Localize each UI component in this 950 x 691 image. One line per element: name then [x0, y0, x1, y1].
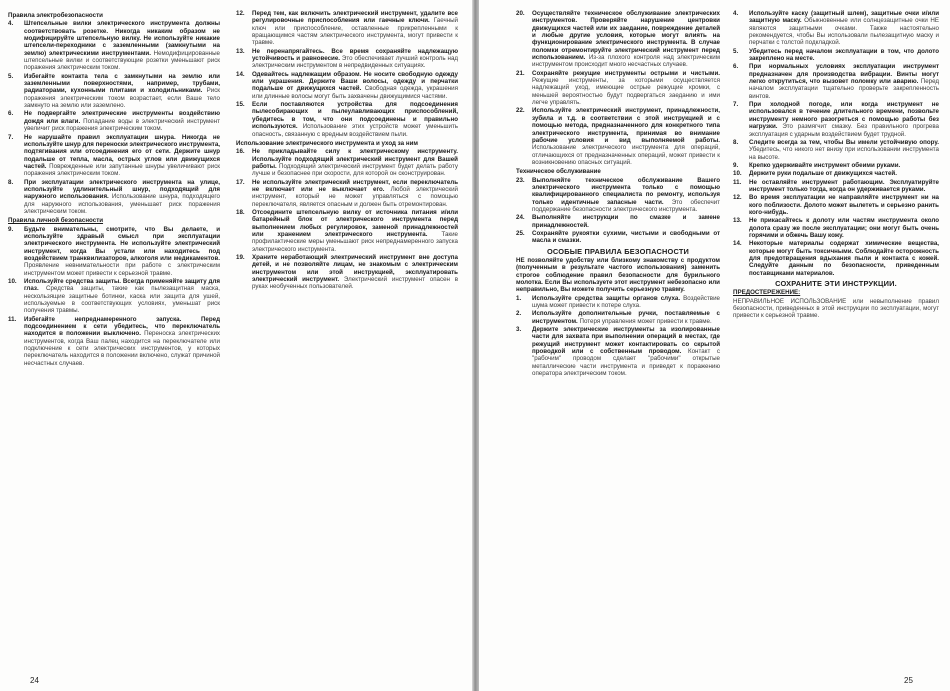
rule-body	[532, 177, 720, 214]
right-page	[479, 0, 950, 691]
rule-bold-text: Не прикладывайте силу к электрическому инструменту. Используйте подходящий электрический инструмент для Вашей работы.	[252, 148, 458, 170]
rule-bold-text: Одевайтесь надлежащим образом. Не носите свободную одежду или украшения. Держите Ваши волосы, одежду и перчатки подальше от движущихся частей.	[252, 70, 458, 93]
rule-body	[532, 10, 720, 69]
rule-number: 7.	[8, 133, 14, 141]
rule-bold-text: Во время эксплуатации не направляйте инструмент ни на кого поблизости. Долото может вылететь и серьезно ранить кого-нибудь.	[749, 194, 939, 216]
section-heading: ПРЕДОСТЕРЕЖЕНИЕ:	[733, 289, 801, 297]
rule-number: 13.	[236, 47, 245, 55]
rule-body	[749, 179, 939, 194]
rule-bold-text: Перед тем, как включить электрический инструмент, удалите все регулировочные приспособления или гаечные ключи.	[252, 10, 458, 25]
rule-item	[236, 48, 458, 70]
rule-plain-text: Убедитесь, что никого нет внизу при использовании инструмента на высоте.	[749, 146, 939, 161]
rule-item	[8, 20, 220, 71]
right-page-column-1	[516, 10, 720, 379]
rule-body	[252, 254, 458, 291]
rule-body	[532, 70, 720, 107]
section-heading: Техническое обслуживание	[516, 168, 601, 176]
rule-plain-text: Поврежденные или запутанные шнуры увеличивают риск поражения электрическим током.	[24, 162, 220, 178]
rule-item	[733, 170, 939, 177]
rule-item	[236, 148, 458, 177]
rule-body	[24, 110, 220, 132]
rule-body	[749, 101, 939, 138]
rule-item	[733, 101, 939, 138]
rule-body	[532, 214, 720, 229]
rule-number: 23.	[516, 176, 525, 184]
paragraph	[516, 257, 720, 294]
rule-plain-text: Использование шнура, подходящего для наружного использования, уменьшает риск поражения электрическим током.	[24, 193, 220, 215]
rule-body	[532, 295, 720, 310]
rule-body	[252, 101, 458, 138]
rule-bold-text: Не оставляйте инструмент работающим. Эксплуатируйте инструмент только тогда, когда он удерживается руками.	[749, 178, 939, 193]
rule-item	[733, 240, 939, 277]
rule-number: 16.	[236, 148, 245, 156]
rule-item	[8, 110, 220, 132]
rule-plain-text: Перед началом эксплуатации тщательно проверьте закрепленность винтов.	[749, 78, 940, 100]
rule-bold-text: Используйте средства защиты органов слуха.	[532, 294, 681, 302]
rule-bold-text: Храните неработающий электрический инструмент вне доступа детей, и не позволяйте лицам, не знакомым с электрическим инструментом или этой инструкцией, эксплуатировать электрический инструмент.	[252, 254, 458, 284]
rule-number: 12.	[236, 10, 245, 17]
rule-body	[749, 63, 939, 100]
rule-body	[532, 326, 720, 377]
rule-plain-text: Свободная одежда, украшения или длинные волосы могут быть захвачены движущимися частями.	[252, 85, 458, 100]
rule-body	[24, 278, 220, 315]
rule-item	[8, 134, 220, 178]
rule-item	[236, 10, 458, 47]
rule-body	[24, 226, 220, 277]
rule-bold-text: При нормальных условиях эксплуатации инструмент предназначен для производства вибрации. Винты могут легко открутиться, что вызовет поломку или аварию.	[749, 63, 939, 86]
rule-body	[749, 240, 939, 277]
rule-number: 14.	[733, 240, 742, 248]
rule-body	[749, 10, 939, 47]
rule-body	[24, 73, 220, 110]
rule-body	[749, 217, 939, 239]
rule-number: 10.	[8, 278, 17, 286]
rule-bold-text: Держите электрические инструменты за изолированные части для захвата при выполнении операций в местах, где режущий инструмент может контактировать со скрытой проводкой или с собственным проводом.	[532, 326, 720, 356]
rule-number: 9.	[733, 161, 739, 169]
rule-bold-text: Крепко удерживайте инструмент обеими руками.	[749, 161, 901, 169]
rule-plain-text: Это размягчит смазку. Без правильного прогрева эксплуатация с ударным воздействием будет трудной.	[749, 123, 939, 138]
rule-number: 9.	[8, 225, 14, 233]
rule-body	[24, 316, 220, 367]
section-heading: Правила электробезопасности	[8, 12, 103, 19]
rule-body	[24, 20, 220, 71]
rule-body	[532, 310, 720, 325]
rule-number: 20.	[516, 10, 525, 17]
rule-plain-text: Режущие инструменты, за которыми осуществляется надлежащий уход, имеющие острые режущие кромки, с меньшей вероятностью будут подвергаться заеданию и ими легче управлять.	[532, 77, 720, 107]
rule-item	[516, 295, 720, 310]
rule-plain-text: Проявление невнимательности при работе с электрическим инструментом может привести к серьезной травме.	[24, 262, 220, 277]
rule-plain-text: Из-за плохого контроля над электрическим инструментом происходит много несчастных случаев.	[532, 54, 720, 69]
rule-plain-text: Использование этих устройств может уменьшить опасность, связанную с вредным воздействием пыли.	[252, 123, 458, 138]
rule-number: 4.	[733, 10, 739, 17]
rule-body	[749, 194, 939, 216]
rule-item	[516, 326, 720, 377]
rule-number: 15.	[236, 101, 245, 109]
rule-bold-text: Используйте электрический инструмент, принадлежности, зубила и т.д. в соответствии с этой инструкцией и с помощью метода, предназначенного для конкретного типа электрического инструмента, принимая во внимание рабочие условия и вид выполняемой работы.	[532, 107, 720, 144]
rule-bold-text: Используйте дополнительные ручки, поставляемые с инструментом.	[532, 310, 720, 325]
rule-item	[733, 63, 939, 100]
rule-item	[733, 162, 939, 169]
rule-bold-text: Не используйте электрический инструмент, если переключатель не включает или не выключает его.	[252, 178, 458, 193]
major-heading: СОХРАНИТЕ ЭТИ ИНСТРУКЦИИ.	[775, 279, 897, 289]
rule-body	[24, 179, 220, 216]
rule-plain-text: Риск поражения электрическим током возрастает, если Ваше тело замкнуто на землю или заземлено.	[24, 87, 220, 110]
rule-bold-text: Будьте внимательны, смотрите, что Вы делаете, и используйте здравый смысл при эксплуатации электрического инструмента. Не используйте электрический инструмент, когда Вы устали или находитесь под воздействием транквилизаторов, алкоголя или медикаментов.	[24, 225, 220, 262]
rule-bold-text: Не нарушайте правил эксплуатации шнура. Никогда не используйте шнур для переноски электрического инструмента, подтягивания или отсоединения его от сети. Держите шнур подальше от тепла, масла, острых углов или движущихся частей.	[24, 133, 220, 170]
rule-number: 11.	[733, 178, 742, 186]
rule-plain-text: Воздействие шума может привести к потере слуха.	[532, 294, 720, 310]
rule-item	[8, 316, 220, 367]
rule-item	[8, 226, 220, 277]
rule-number: 1.	[516, 294, 522, 302]
paragraph-bold-text: НЕ позволяйте удобству или близкому знакомству с продуктом (полученным в результате частого использования) заменить строгое соблюдение правил безопасности для бурильного молотка. Если Вы используете этот инструмент небезопасно или неправильно, Вы можете получить серьезную травму.	[516, 257, 720, 294]
rule-bold-text: Некоторые материалы содержат химические вещества, которые могут быть токсичными. Соблюдайте осторожность для предотвращения вдыхания пыли и контакта с кожей. Следуйте данным по безопасности, приведенным поставщиками материалов.	[749, 240, 939, 277]
rule-bold-text: Выполняйте инструкции по смазке и замене принадлежностей.	[532, 214, 720, 229]
rule-item	[733, 139, 939, 161]
rule-bold-text: Не перенапрягайтесь. Все время сохраняйте надлежащую устойчивость и равновесие.	[252, 47, 458, 63]
rule-plain-text: Контакт с "рабочим" проводом сделает "рабочими" открытые металлические части инструмента и приведет к поражению оператора электрическим током.	[532, 348, 721, 378]
rule-body	[749, 48, 939, 63]
rule-bold-text: Осуществляйте техническое обслуживание электрических инструментов. Проверяйте нарушение центровки движущихся частей или их заедание, повреждение деталей и любые другие условия, которые могут влиять на функционирование электрического инструмента. В случае поломки отремонтируйте электрический инструмент перед использованием.	[532, 10, 720, 62]
rule-item	[236, 179, 458, 208]
rule-bold-text: Сохраняйте рукоятки сухими, чистыми и свободными от масла и смазки.	[532, 229, 720, 245]
rule-bold-text: При эксплуатации электрического инструмента на улице, используйте удлинительный шнур, подходящий для наружного использования.	[24, 178, 220, 201]
rule-item	[236, 101, 458, 138]
rule-number: 2.	[516, 310, 522, 318]
rule-bold-text: Не прикасайтесь к долоту или частям инструмента около долота сразу же после эксплуатации; они могут быть очень горячими и обжечь Вашу кожу.	[749, 217, 939, 239]
rule-number: 14.	[236, 70, 245, 78]
rule-item	[733, 10, 939, 47]
rule-bold-text: Используйте каску (защитный шлем), защитные очки и/или защитную маску.	[749, 10, 939, 25]
rule-body	[252, 148, 458, 177]
rule-body	[749, 170, 939, 177]
rule-plain-text: Средства защиты, такие как пылезащитная маска, нескользящие защитные ботинки, каска или защита для ушей, используемые в соответствующих условиях, уменьшат риск получения травмы.	[24, 285, 220, 315]
rule-bold-text: Держите руки подальше от движущихся частей.	[749, 170, 897, 178]
left-page-column-1	[8, 10, 220, 368]
rule-bold-text: Избегайте контакта тела с замкнутыми на землю или заземленными поверхностями, например, трубами, радиаторами, кухонными плитами и холодильниками.	[24, 72, 220, 95]
major-heading: ОСОБЫЕ ПРАВИЛА БЕЗОПАСНОСТИ	[546, 246, 690, 256]
rule-item	[516, 214, 720, 229]
left-page	[0, 0, 472, 691]
rule-body	[532, 107, 720, 166]
rule-item	[516, 10, 720, 69]
rule-number: 3.	[516, 326, 522, 334]
rule-plain-text: Использование электрического инструмента для операций, отличающихся от предназначенных операций, может привести к возникновению опасных ситуаций.	[532, 144, 720, 166]
left-page-column-2	[236, 10, 458, 292]
rule-bold-text: Если поставляются устройства для подсоединения пылесобирающих и пылеулавливающих приспособлений, убедитесь в том, что они подсоединены и правильно используются.	[252, 101, 458, 131]
rule-plain-text: Попадание воды в электрический инструмент увеличит риск поражения электрическим током.	[24, 117, 220, 133]
rule-number: 22.	[516, 107, 525, 115]
rule-item	[8, 278, 220, 315]
rule-number: 19.	[236, 254, 245, 261]
rule-plain-text: Подходящий электрический инструмент будет делать работу лучше и безопаснее при скорости, для которой он сконструирован.	[252, 162, 458, 178]
rule-item	[516, 107, 720, 166]
rule-item	[8, 179, 220, 216]
rule-number: 18.	[236, 208, 245, 216]
paragraph-text: НЕПРАВИЛЬНОЕ ИСПОЛЬЗОВАНИЕ или невыполнение правил безопасности, приведенных в этой инструкции по эксплуатации, могут привести к серьезной травме.	[733, 297, 939, 320]
rule-number: 10.	[733, 170, 742, 178]
rule-bold-text: Сохраняйте режущие инструменты острыми и чистыми.	[532, 69, 720, 77]
rule-item	[733, 179, 939, 194]
rule-item	[516, 70, 720, 107]
rule-bold-text: Отсоедините штепсельную вилку от источника питания и/или батарейный блок от электрического инструмента перед выполнением любых регулировок, заменой принадлежностей или хранением электрического инструмента.	[252, 208, 458, 238]
rule-number: 25.	[516, 229, 525, 237]
page-number-right: 25	[904, 676, 913, 685]
rule-plain-text: Немодифицированные штепсельные вилки и соответствующие розетки уменьшают риск поражения электрическим током.	[24, 49, 220, 72]
rule-number: 6.	[733, 63, 739, 71]
rule-item	[516, 177, 720, 214]
rule-bold-text: Штепсельные вилки электрического инструмента должны соответствовать розетке. Никогда никаким образом не модифицируйте штепсельную вилку. Не используйте никакие штепсели-переходники с заземленными (замкнутыми на землю) электрическими инструментами.	[24, 20, 220, 57]
right-page-column-2	[733, 10, 939, 321]
section-heading: Правила личной безопасности	[8, 217, 104, 225]
rule-plain-text: Потеря управления может привести к травме.	[577, 317, 712, 325]
rule-number: 21.	[516, 69, 525, 77]
rule-body	[749, 162, 939, 169]
rule-plain-text: Такие профилактические меры уменьшают риск непреднамеренного запуска электрического инструмента.	[252, 230, 458, 253]
rule-item	[236, 254, 458, 291]
rule-plain-text: Переноска электрических инструментов, когда Ваш палец находится на переключателе или подключение к сети электрических инструментов, у которых переключатель находится в положении включено, служат причиной несчастных случаев.	[24, 330, 220, 367]
rule-bold-text: Избегайте непреднамеренного запуска. Перед подсоединением к сети убедитесь, что переключатель находится в положении выключено.	[24, 315, 220, 338]
rule-item	[236, 209, 458, 253]
rule-bold-text: Не подвергайте электрические инструменты воздействию дождя или влаги.	[24, 110, 220, 125]
rule-item	[516, 230, 720, 245]
rule-plain-text: Это обеспечит поддержание безопасности электрического инструмента.	[532, 198, 720, 213]
rule-number: 6.	[8, 110, 14, 118]
rule-plain-text: Любой электрический инструмент, который не может управляться с помощью переключателя, является опасным и должен быть отремонтирован.	[252, 185, 459, 208]
rule-plain-text: Это обеспечивает лучший контроль над электрическим инструментом в непредвиденных ситуациях.	[252, 55, 459, 70]
rule-body	[749, 139, 939, 161]
rule-number: 24.	[516, 214, 525, 222]
rule-number: 13.	[733, 217, 742, 225]
rule-number: 8.	[733, 138, 739, 146]
rule-body	[252, 71, 458, 100]
rule-plain-text: Электрический инструмент опасен в руках необученных пользователей.	[252, 276, 459, 291]
rule-bold-text: Используйте средства защиты. Всегда применяйте защиту для глаз.	[24, 278, 220, 293]
book-gutter	[472, 0, 479, 691]
section-heading: Использование электрического инструмента и уход за ним	[236, 139, 418, 147]
rule-body	[532, 230, 720, 245]
rule-item	[733, 217, 939, 239]
rule-number: 5.	[733, 47, 739, 55]
rule-bold-text: При холодной погоде, или когда инструмент не использовался в течение длительного времени, позвольте инструменту немного разогреться с помощью работы без нагрузки.	[749, 101, 939, 131]
rule-body	[252, 179, 458, 208]
rule-number: 5.	[8, 72, 14, 80]
rule-body	[252, 10, 458, 47]
paragraph	[733, 298, 939, 320]
rule-body	[24, 134, 220, 178]
rule-item	[8, 73, 220, 110]
rule-item	[733, 194, 939, 216]
rule-number: 8.	[8, 178, 14, 186]
rule-plain-text: Обыкновенные или солнцезащитные очки НЕ являются защитными очками. Также настоятельно рекомендуется, чтобы Вы использовали пылезащитную маску и перчатки с толстой подкладкой.	[749, 17, 939, 47]
page-number-left: 24	[30, 676, 39, 685]
rule-plain-text: Гаечный ключ или приспособление, оставленные прикрепленными к вращающимся частям электрического инструмента, могут привести к травме.	[252, 17, 459, 47]
rule-body	[252, 209, 458, 253]
rule-bold-text: Выполняйте техническое обслуживание Вашего электрического инструмента только с помощью квалифицированного специалиста по ремонту, используя только идентичные запасные части.	[532, 176, 720, 206]
rule-number: 4.	[8, 20, 14, 28]
rule-bold-text: Убедитесь перед началом эксплуатации в том, что долото закреплено на месте.	[749, 47, 939, 63]
rule-item	[516, 310, 720, 325]
rule-number: 17.	[236, 178, 245, 186]
rule-number: 11.	[8, 315, 17, 323]
rule-item	[236, 71, 458, 100]
rule-bold-text: Следите всегда за тем, чтобы Вы имели устойчивую опору.	[749, 138, 939, 146]
rule-number: 12.	[733, 194, 742, 202]
rule-number: 7.	[733, 101, 739, 109]
rule-item	[733, 48, 939, 63]
rule-body	[252, 48, 458, 70]
